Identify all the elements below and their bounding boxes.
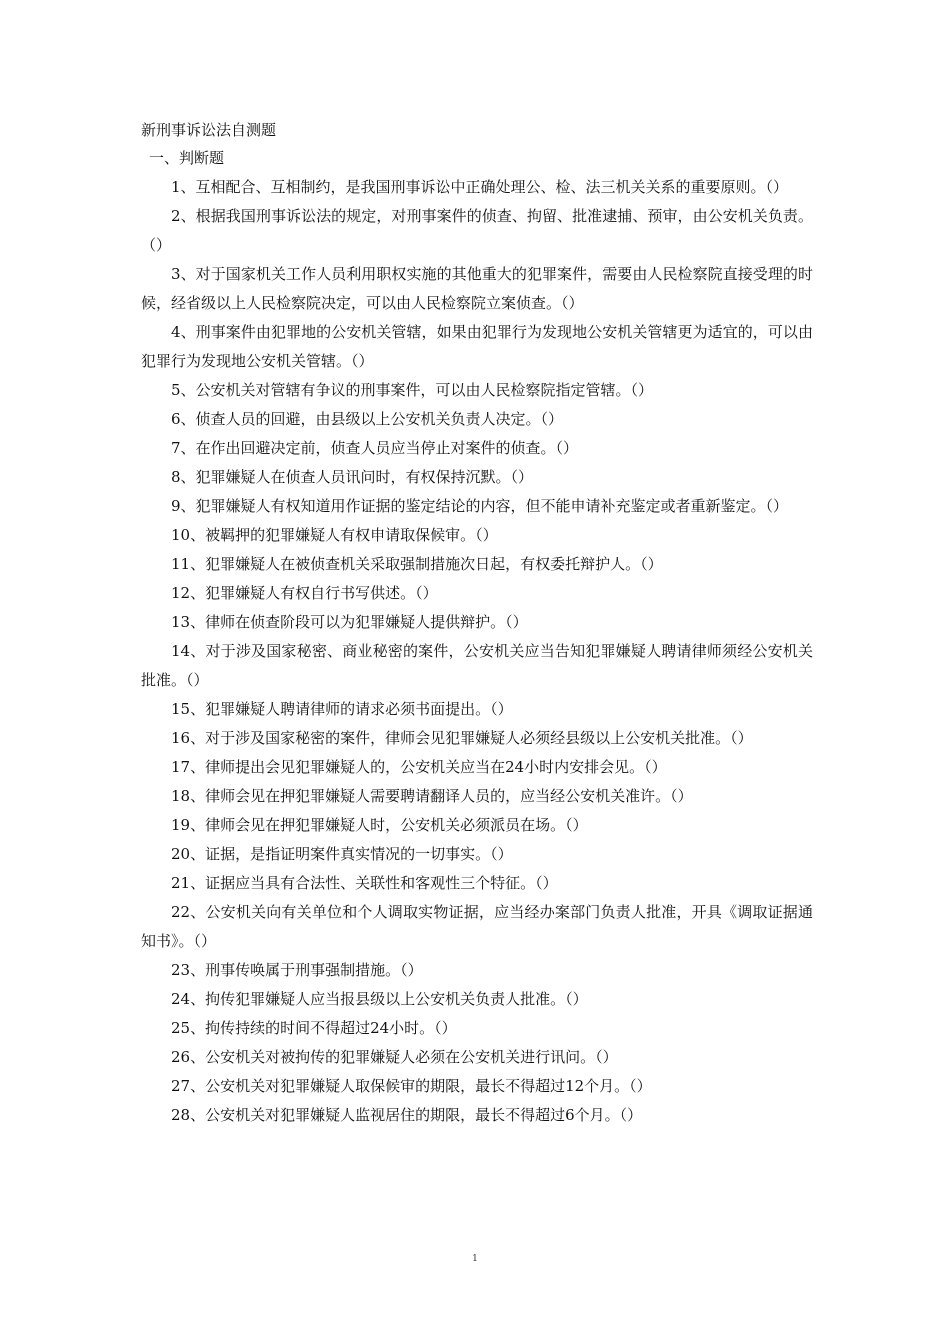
question-item: 10、被羁押的犯罪嫌疑人有权申请取保候审。（） [171,526,498,544]
question-item: 26、公安机关对被拘传的犯罪嫌疑人必须在公安机关进行讯问。（） [171,1048,618,1066]
question-item: 12、犯罪嫌疑人有权自行书写供述。（） [171,584,438,602]
question-item: 14、对于涉及国家秘密、商业秘密的案件，公安机关应当告知犯罪嫌疑人聘请律师须经公安机关批准。（） [141,642,813,689]
question-item: 4、刑事案件由犯罪地的公安机关管辖，如果由犯罪行为发现地公安机关管辖更为适宜的，可以由犯罪行为发现地公安机关管辖。（） [141,323,813,370]
question-item: 5、公安机关对管辖有争议的刑事案件，可以由人民检察院指定管辖。（） [171,381,654,399]
question-item: 18、律师会见在押犯罪嫌疑人需要聘请翻译人员的，应当经公安机关准许。（） [171,787,693,805]
question-item: 6、侦查人员的回避，由县级以上公安机关负责人决定。（） [171,410,564,428]
section-heading: 一、判断题 [149,149,225,167]
question-item: 9、犯罪嫌疑人有权知道用作证据的鉴定结论的内容，但不能申请补充鉴定或者重新鉴定。（） [171,497,789,515]
question-list [141,173,813,1130]
question-item: 7、在作出回避决定前，侦查人员应当停止对案件的侦查。（） [171,439,579,457]
question-item: 28、公安机关对犯罪嫌疑人监视居住的期限，最长不得超过6个月。（） [171,1106,643,1124]
question-item: 11、犯罪嫌疑人在被侦查机关采取强制措施次日起，有权委托辩护人。（） [171,555,663,573]
question-item: 23、刑事传唤属于刑事强制措施。（） [171,961,423,979]
question-item: 16、对于涉及国家秘密的案件，律师会见犯罪嫌疑人必须经县级以上公安机关批准。（） [171,729,753,747]
question-item: 19、律师会见在押犯罪嫌疑人时，公安机关必须派员在场。（） [171,816,588,834]
question-item: 3、对于国家机关工作人员利用职权实施的其他重大的犯罪案件，需要由人民检察院直接受理的时候，经省级以上人民检察院决定，可以由人民检察院立案侦查。（） [141,265,813,312]
question-item: 24、拘传犯罪嫌疑人应当报县级以上公安机关负责人批准。（） [171,990,588,1008]
question-item: 2、根据我国刑事诉讼法的规定，对刑事案件的侦查、拘留、批准逮捕、预审，由公安机关负责。（） [141,207,813,254]
question-item: 21、证据应当具有合法性、关联性和客观性三个特征。（） [171,874,558,892]
question-item: 20、证据，是指证明案件真实情况的一切事实。（） [171,845,513,863]
question-item: 15、犯罪嫌疑人聘请律师的请求必须书面提出。（） [171,700,513,718]
question-item: 13、律师在侦查阶段可以为犯罪嫌疑人提供辩护。（） [171,613,528,631]
document-title: 新刑事诉讼法自测题 [141,121,277,139]
question-item: 27、公安机关对犯罪嫌疑人取保候审的期限，最长不得超过12个月。（） [171,1077,652,1095]
question-item: 25、拘传持续的时间不得超过24小时。（） [171,1019,457,1037]
question-item: 1、互相配合、互相制约，是我国刑事诉讼中正确处理公、检、法三机关关系的重要原则。（） [171,178,789,196]
page-number: 1 [472,1254,478,1264]
question-item: 17、律师提出会见犯罪嫌疑人的，公安机关应当在24小时内安排会见。（） [171,758,667,776]
question-item: 8、犯罪嫌疑人在侦查人员讯问时，有权保持沉默。（） [171,468,534,486]
document-content [141,116,813,1130]
question-item: 22、公安机关向有关单位和个人调取实物证据，应当经办案部门负责人批准，开具《调取证据通知书》。（） [141,903,813,950]
